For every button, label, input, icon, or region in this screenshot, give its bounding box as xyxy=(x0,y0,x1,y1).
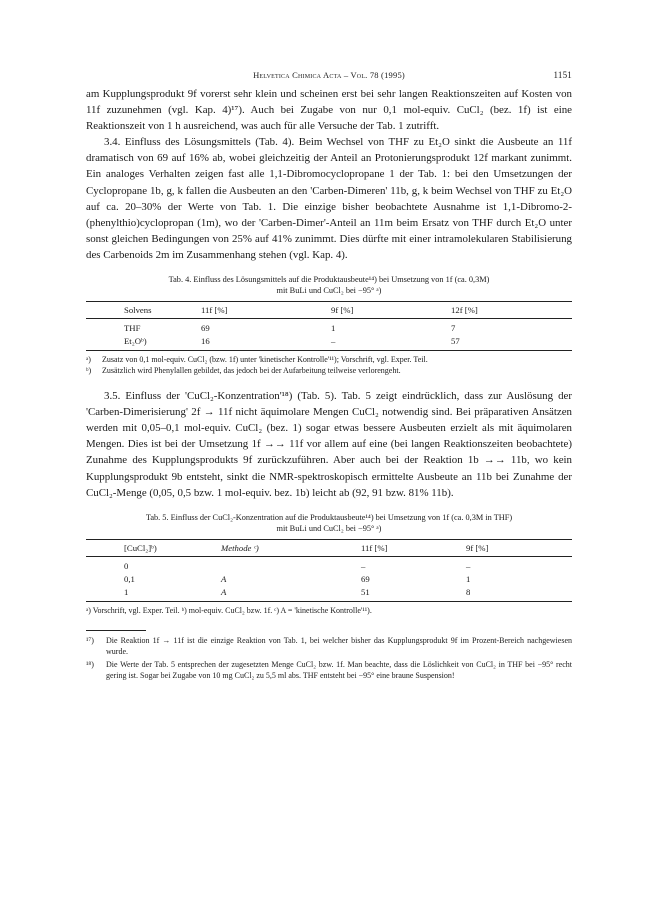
table-cell: 1 xyxy=(124,586,129,597)
table-4 xyxy=(86,301,572,351)
table-5-header-11f: 11f [%] xyxy=(361,542,388,553)
table-cell: 1 xyxy=(466,573,471,584)
table-footnote-mark: ᵇ) xyxy=(86,366,92,376)
table-5-header-row xyxy=(86,539,572,556)
table-5-header-cucl2: [CuCl₂]ᵇ) xyxy=(124,542,157,553)
page-number: 1151 xyxy=(553,70,572,80)
table-cell: 69 xyxy=(201,323,210,334)
table-cell: THF xyxy=(124,323,141,334)
table-cell: A xyxy=(221,573,227,584)
table-row xyxy=(86,335,572,351)
table-cell: Et₂Oᵇ) xyxy=(124,336,147,347)
table-footnote-mark: ᵃ) xyxy=(86,355,91,365)
table-4-header-solvent: Solvens xyxy=(124,305,152,316)
footnote-text: Die Werte der Tab. 5 entsprechen der zugesetzten Menge CuCl₂ bzw. 1f. Man beachte, dass die Löslichkeit von CuCl₂ in THF bei −95° recht gering ist. Sogar bei Zugabe von 10 mg CuCl₂ zu 5,5 ml abs. THF entsteht bei −95° eine braune Suspension! xyxy=(106,660,572,681)
table-footnote xyxy=(86,365,572,376)
table-row xyxy=(86,586,572,602)
table-4-caption xyxy=(86,274,572,296)
paragraph-3: 3.5. Einfluss der 'CuCl₂-Konzentration'¹⁸) (Tab. 5). Tab. 5 zeigt eindrücklich, dass zur Auslösung der 'Carben-Dimerisierung' 2f → 11f nicht äquimolare Mengen CuCl₂ notwendig sind. Bei präparativen Ansätzen werden mit 0,05–0,1 mol-equiv. CuCl₂ (bez. 1) sogar etwas bessere Ausbeuten erzielt als mit äquimolaren Mengen. Dies ist bei der Umsetzung 1f →→ 11f vor allem auf eine (bei langen Reaktionszeiten beobachtete) Zunahme des Kupplungsprodukts 9f zurückzuführen. Aber auch bei der Reaktion 1b →→ 11b, wo kein Kupplungsprodukt 9b entsteht, sinkt die NMR-spektroskopisch ermittelte Ausbeute an 11b bei Zunahme der CuCl₂-Menge (0,05, 0,5 bzw. 1 mol-equiv. bez. 1b) leicht ab (92, 91 bzw. 81% 11b). xyxy=(86,390,572,499)
table-cell: 16 xyxy=(201,336,210,347)
table-cell: – xyxy=(331,336,336,347)
document-page xyxy=(86,66,572,684)
table-4-header-row xyxy=(86,302,572,319)
table-cell: 1 xyxy=(331,323,336,334)
footnote-mark: ¹⁷) xyxy=(86,635,94,645)
table-4-header-11f: 11f [%] xyxy=(201,305,228,316)
table-4-footnotes xyxy=(86,354,572,376)
table-row xyxy=(86,556,572,573)
table-5-caption xyxy=(86,512,572,534)
table-4-header-12f: 12f [%] xyxy=(451,305,478,316)
paragraph-2: 3.4. Einfluss des Lösungsmittels (Tab. 4). Beim Wechsel von THF zu Et₂O sinkt die Ausbeute an 11f dramatisch von 69 auf 16% ab, wobei gleichzeitig der Anteil an Protonierungsprodukt 12f markant zunimmt. Ein analoges Verhalten zeigen fast alle 1,1-Dibromocyclopropane 1 der Tab. 1: bei den Umsetzungen der Cyclopropane 1b, g, k fallen die Ausbeuten an den 'Carben-Dimeren' 11b, g, k beim Wechsel von THF zu Et₂O auf ca. 20–30% der Werte von Tab. 1. Die einzige bisher beobachtete Ausnahme ist 1,1-Dibromo-2-(phenylthio)cyclopropan (1m), wo der 'Carben-Dimer'-Anteil an 11m beim Ersatz von THF durch Et₂O unter sonst gleichen Bedingungen von 25% auf 41% zunimmt. Dies dürfte mit einer intramolekularen Stabilisierung des Carbenoids 2m im Zusammenhang stehen (vgl. Kap. 4). xyxy=(86,136,572,261)
table-cell: – xyxy=(466,560,471,571)
table-4-caption-line-1: Tab. 4. Einfluss des Lösungsmittels auf die Produktausbeute¹⁴) bei Umsetzung von 1f (ca. 0,3M) xyxy=(168,275,490,285)
table-5-footnote: ᵃ) Vorschrift, vgl. Exper. Teil. ᵇ) mol-equiv. CuCl₂ bzw. 1f. ᶜ) A = 'kinetische Kontrolle'¹¹). xyxy=(86,605,372,615)
table-5-caption-line-2: mit BuLi und CuCl₂ bei −95° ᵃ) xyxy=(276,523,382,533)
footnote-text: Die Reaktion 1f → 11f ist die einzige Reaktion von Tab. 1, bei welcher bisher das Kupplungsprodukt 9f im Prozent-Bereich nachgewiesen wurde. xyxy=(106,635,572,656)
table-4-header-9f: 9f [%] xyxy=(331,305,354,316)
table-footnote-text: Zusatz von 0,1 mol-equiv. CuCl₂ (bzw. 1f) unter 'kinetischer Kontrolle'¹¹); Vorschrift, vgl. Exper. Teil. xyxy=(102,355,428,365)
table-cell: 51 xyxy=(361,586,370,597)
table-row xyxy=(86,573,572,586)
table-5 xyxy=(86,539,572,602)
footnote-18 xyxy=(86,659,572,681)
table-cell: 0 xyxy=(124,560,129,571)
table-cell: A xyxy=(221,586,227,597)
footnote-divider xyxy=(86,630,146,631)
journal-title: Helvetica Chimica Acta – Vol. 78 (1995) xyxy=(253,70,405,80)
table-cell: 7 xyxy=(451,323,456,334)
table-footnote xyxy=(86,354,572,365)
table-5-caption-line-1: Tab. 5. Einfluss der CuCl₂-Konzentration auf die Produktausbeute¹⁴) bei Umsetzung von 1f (ca. 0,3M in THF) xyxy=(145,512,513,522)
table-cell: – xyxy=(361,560,366,571)
table-5-header-method: Methode ᶜ) xyxy=(221,542,259,553)
paragraph-1: am Kupplungsprodukt 9f vorerst sehr klein und scheinen erst bei sehr langen Reaktionszeiten auf Kosten von 11f zuzunehmen (vgl. Kap. 4)¹⁷). Auch bei Zugabe von nur 0,1 mol-equiv. CuCl₂ (bez. 1f) ist eine Reaktionszeit von 1 h ausreichend, was auch für alle Versuche der Tab. 1 zutrifft. xyxy=(86,88,572,133)
running-header xyxy=(86,70,572,86)
table-5-header-9f: 9f [%] xyxy=(466,542,489,553)
table-4-caption-line-2: mit BuLi und CuCl₂ bei −95° ᵃ) xyxy=(276,286,382,296)
table-row xyxy=(86,319,572,336)
table-cell: 69 xyxy=(361,573,370,584)
table-footnote-text: Zusätzlich wird Phenylallen gebildet, das jedoch bei der Aufarbeitung teilweise verlorengeht. xyxy=(102,366,401,376)
table-cell: 0,1 xyxy=(124,573,135,584)
footnote-mark: ¹⁸) xyxy=(86,660,94,670)
table-cell: 57 xyxy=(451,336,460,347)
table-cell xyxy=(221,556,361,573)
table-cell: 8 xyxy=(466,586,471,597)
footnote-17 xyxy=(86,635,572,657)
